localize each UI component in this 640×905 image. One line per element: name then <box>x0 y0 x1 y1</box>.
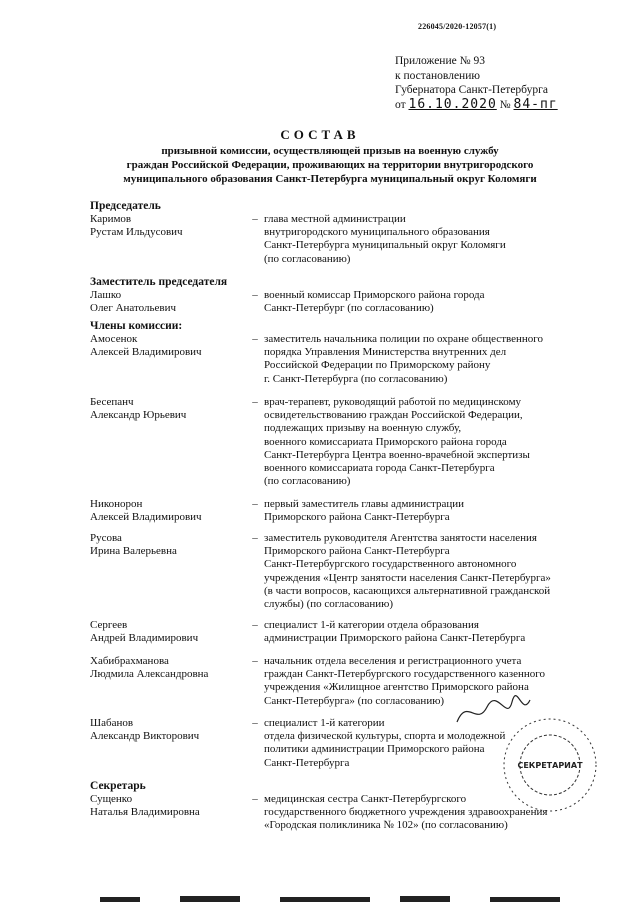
member-position-line: медицинская сестра Санкт-Петербургского <box>264 793 467 805</box>
secretariat-stamp <box>500 715 600 815</box>
member-dash: – <box>252 396 258 408</box>
appendix-line-3: Губернатора Санкт-Петербурга <box>395 84 548 96</box>
number-prefix: № <box>499 98 511 111</box>
member-name <box>90 532 250 558</box>
member-position-line: специалист 1-й категории отдела образования <box>264 619 479 631</box>
member-name-line: Сущенко <box>90 793 133 805</box>
member-name-line: Шабанов <box>90 717 134 729</box>
member-position-line: освидетельствованию граждан Российской Федерации, <box>264 409 523 422</box>
member-name-line: Ирина Валерьевна <box>90 545 177 558</box>
member-position-line: Российской Федерации по Приморскому району <box>264 359 491 372</box>
member-name-line: Каримов <box>90 213 132 225</box>
member-position-line: г. Санкт-Петербурга (по согласованию) <box>264 372 448 385</box>
member-position-line: первый заместитель главы администрации <box>264 498 464 510</box>
member-dash: – <box>252 655 258 667</box>
role-chairman: Председатель <box>90 200 161 212</box>
member-position-line: (по согласованию) <box>264 475 351 488</box>
decree-date: 16.10.2020 <box>408 96 497 112</box>
member-dash: – <box>252 717 258 729</box>
member-position-line: Санкт-Петербурга» (по согласованию) <box>264 694 445 707</box>
member-position <box>264 498 610 524</box>
member-position-line: «Городская поликлиника № 102» (по согласованию) <box>264 819 508 832</box>
appendix-line-1: Приложение № 93 <box>395 55 485 67</box>
member-position-line: военного комиссариата города Санкт-Петербурга <box>264 462 495 475</box>
member-position-line: граждан Санкт-Петербургского государственного казенного <box>264 668 546 681</box>
member-dash: – <box>252 793 258 805</box>
member-position-line: заместитель руководителя Агентства занятости населения <box>264 532 537 544</box>
member-position-line: политики администрации Приморского района <box>264 743 485 756</box>
member-name-line: Алексей Владимирович <box>90 511 202 524</box>
member-position <box>264 655 610 708</box>
member-name <box>90 396 250 422</box>
document-number: 226045/2020-12057(1) <box>418 22 497 31</box>
document-title: СОСТАВ <box>280 127 360 142</box>
member-name <box>90 717 250 743</box>
member-position <box>264 213 610 266</box>
member-name-line: Никонорон <box>90 498 143 510</box>
member-position-line: Приморского района Санкт-Петербурга <box>264 511 450 524</box>
subtitle-line: муниципального образования Санкт-Петербурга муниципальный округ Коломяги <box>123 173 537 185</box>
member-name-line: Сергеев <box>90 619 128 631</box>
member-position-line: Санкт-Петербург (по согласованию) <box>264 302 434 315</box>
member-position-line: Приморского района Санкт-Петербурга <box>264 545 450 558</box>
role-secretary: Секретарь <box>90 780 146 792</box>
member-dash: – <box>252 498 258 510</box>
member-name <box>90 333 250 359</box>
member-name-line: Хабибрахманова <box>90 655 169 667</box>
member-position-line: Санкт-Петербургского государственного автономного <box>264 558 517 571</box>
member-name-line: Амосенок <box>90 333 138 345</box>
member-position-line: (по согласованию) <box>264 252 351 265</box>
member-position <box>264 532 610 611</box>
member-position <box>264 289 610 315</box>
member-name-line: Рустам Ильдусович <box>90 226 183 239</box>
document-subtitle <box>60 144 600 186</box>
member-position-line: учреждения «Жилищное агентство Приморского района <box>264 681 529 694</box>
member-position-line: порядка Управления Министерства внутренних дел <box>264 346 507 359</box>
member-position-line: (в части вопросов, касающихся альтернативной гражданской <box>264 584 551 597</box>
member-dash: – <box>252 289 258 301</box>
member-position-line: начальник отдела веселения и регистрационного учета <box>264 655 522 667</box>
member-dash: – <box>252 619 258 631</box>
member-position-line: специалист 1-й категории <box>264 717 385 729</box>
member-dash: – <box>252 532 258 544</box>
member-name <box>90 793 250 819</box>
appendix-date-line <box>395 98 558 113</box>
role-members: Члены комиссии: <box>90 320 183 332</box>
member-position-line: военного комиссариата Приморского района города <box>264 435 507 448</box>
member-position-line: глава местной администрации <box>264 213 406 225</box>
bottom-edge-smudge <box>100 893 580 903</box>
member-position-line: подлежащих призыву на военную службу, <box>264 422 462 435</box>
appendix-line-2: к постановлению <box>395 69 480 82</box>
member-position-line: врач-терапевт, руководящий работой по медицинскому <box>264 396 522 408</box>
member-name <box>90 498 250 524</box>
subtitle-line: призывной комиссии, осуществляющей призыв на военную службу <box>161 145 499 157</box>
member-position <box>264 396 610 488</box>
appendix-block <box>395 54 558 112</box>
member-position <box>264 619 610 645</box>
member-position-line: службы) (по согласованию) <box>264 598 394 611</box>
member-name <box>90 619 250 645</box>
member-position-line: Санкт-Петербурга муниципальный округ Коломяги <box>264 239 506 252</box>
member-name-line: Бесепанч <box>90 396 134 408</box>
member-name-line: Алексей Владимирович <box>90 346 202 359</box>
member-position-line: Санкт-Петербурга <box>264 756 350 769</box>
member-name-line: Лашко <box>90 289 122 301</box>
member-position-line: военный комиссар Приморского района города <box>264 289 485 301</box>
member-position-line: учреждения «Центр занятости населения Санкт-Петербурга» <box>264 571 551 584</box>
date-prefix: от <box>395 98 406 111</box>
member-name-line: Андрей Владимирович <box>90 632 199 645</box>
member-position-line: заместитель начальника полиции по охране общественного <box>264 333 544 345</box>
member-position <box>264 333 610 386</box>
member-dash: – <box>252 333 258 345</box>
member-name-line: Александр Юрьевич <box>90 409 187 422</box>
role-deputy: Заместитель председателя <box>90 276 228 288</box>
member-position-line: администрации Приморского района Санкт-Петербурга <box>264 632 526 645</box>
member-name-line: Наталья Владимировна <box>90 806 200 819</box>
stamp-label: СЕКРЕТАРИАТ <box>517 761 583 770</box>
member-dash: – <box>252 213 258 225</box>
member-position-line: Санкт-Петербурга Центра военно-врачебной экспертизы <box>264 448 530 461</box>
member-name-line: Олег Анатольевич <box>90 302 177 315</box>
member-name-line: Русова <box>90 532 122 544</box>
member-position-line: государственного бюджетного учреждения здравоохранения <box>264 806 548 819</box>
member-position-line: внутригородского муниципального образования <box>264 226 490 239</box>
member-name-line: Александр Викторович <box>90 730 200 743</box>
member-position-line: отдела физической культуры, спорта и молодежной <box>264 730 506 743</box>
member-name-line: Людмила Александровна <box>90 668 209 681</box>
decree-number: 84-пг <box>513 96 558 112</box>
member-name <box>90 655 250 681</box>
member-name <box>90 213 250 239</box>
subtitle-line: граждан Российской Федерации, проживающих на территории внутригородского <box>126 159 534 171</box>
member-name <box>90 289 250 315</box>
